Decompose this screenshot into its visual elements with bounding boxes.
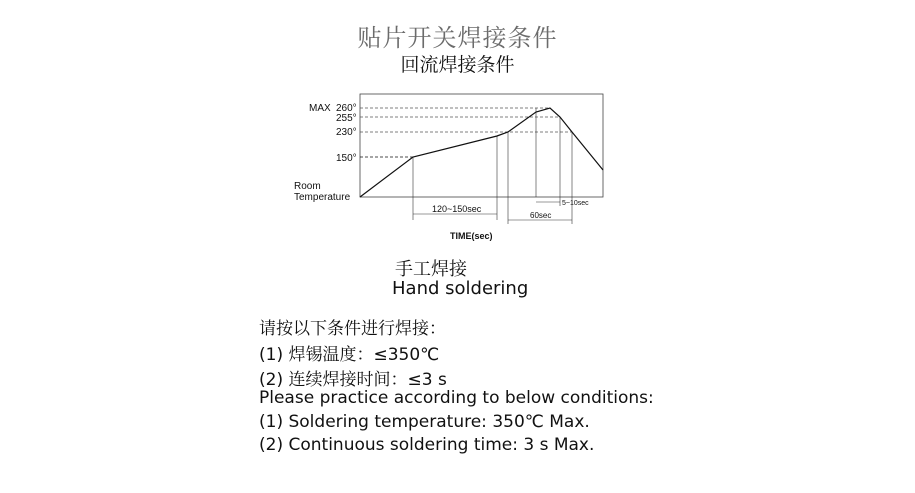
label-peak-time: 5~10sec bbox=[562, 200, 589, 207]
hand-soldering-title-en: Hand soldering bbox=[392, 278, 529, 299]
temperature-profile-curve bbox=[360, 108, 603, 197]
plot-frame bbox=[360, 94, 603, 197]
hand-soldering-title-cn: 手工焊接 bbox=[395, 259, 467, 280]
reflow-section-title: 回流焊接条件 bbox=[400, 54, 515, 76]
instruction-intro-en: Please practice according to below conditions: bbox=[259, 388, 654, 408]
label-preheat-time: 120~150sec bbox=[432, 204, 482, 214]
instruction-temp-en: (1) Soldering temperature: 350℃ Max. bbox=[259, 412, 590, 432]
instruction-temp-cn: (1) 焊锡温度：≤350℃ bbox=[259, 345, 440, 365]
label-230: 230° bbox=[336, 127, 357, 138]
label-255: 255° bbox=[336, 113, 357, 124]
label-room: Room bbox=[294, 181, 321, 192]
label-above230-time: 60sec bbox=[530, 211, 552, 220]
label-150: 150° bbox=[336, 153, 357, 164]
page-title: 贴片开关焊接条件 bbox=[357, 24, 558, 52]
label-max: MAX bbox=[309, 103, 331, 114]
x-axis-label: TIME(sec) bbox=[450, 231, 493, 241]
instruction-time-cn: (2) 连续焊接时间：≤3 s bbox=[259, 370, 447, 390]
reflow-profile-chart bbox=[292, 84, 622, 249]
instruction-intro-cn: 请按以下条件进行焊接： bbox=[259, 319, 446, 339]
instruction-time-en: (2) Continuous soldering time: 3 s Max. bbox=[259, 435, 595, 455]
label-room-temperature: Temperature bbox=[294, 192, 351, 203]
label-260: 260° bbox=[336, 103, 357, 114]
